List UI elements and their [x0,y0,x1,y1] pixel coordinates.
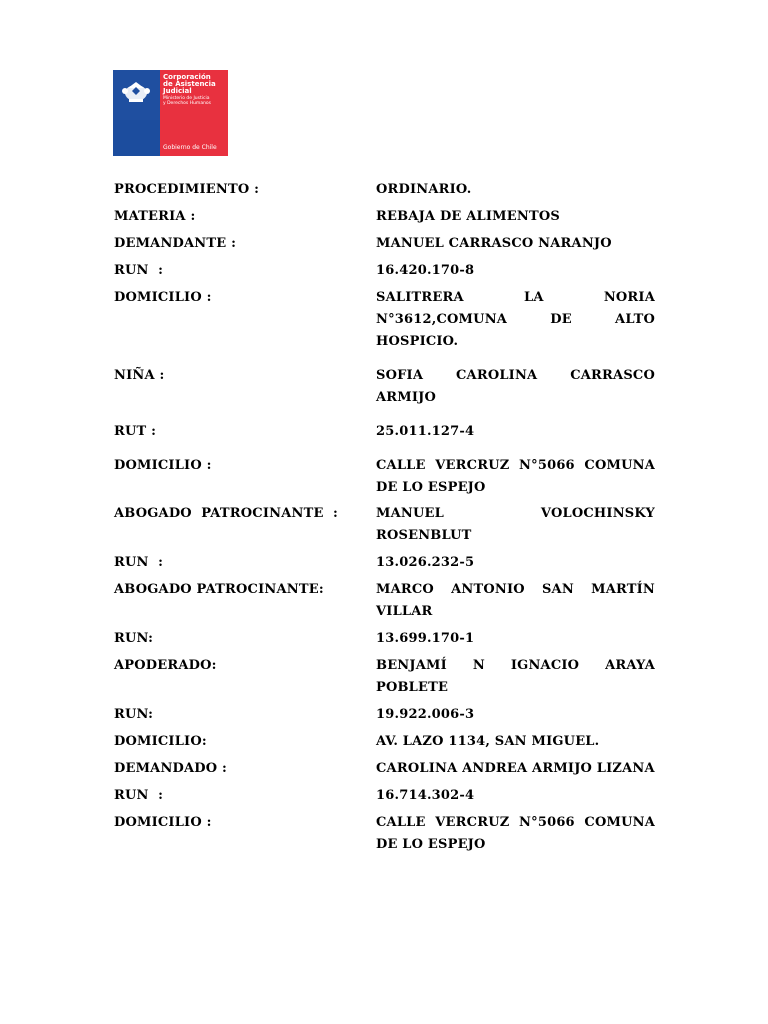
field-value: AV. LAZO 1134, SAN MIGUEL. [376,734,600,749]
field-label: DOMICILIO : [114,815,212,830]
logo-subtitle-line1: Ministerio de Justicia [163,96,210,101]
logo-red-panel [160,70,228,156]
field-value: MARCO ANTONIO SAN MARTÍN VILLAR [376,582,655,619]
field-label: APODERADO: [114,658,217,673]
field-value: 16.714.302-4 [376,788,475,803]
field-row [114,812,655,856]
field-label: DOMICILIO : [114,458,212,473]
logo-blue-panel [113,70,160,156]
field-label: ABOGADO PATROCINANTE : [114,506,338,521]
field-value: 13.699.170-1 [376,631,475,646]
field-label: RUN : [114,263,164,278]
field-value: 25.011.127-4 [376,424,475,439]
field-row [114,731,655,753]
field-row [114,365,655,409]
logo-title-line1: Corporación [163,73,211,81]
field-row [114,233,655,255]
field-label: RUT : [114,424,157,439]
field-value: SALITRERA LA NORIA N°3612,COMUNA DE ALTO HOSPICIO. [376,290,655,349]
case-fields [114,179,655,856]
field-row [114,785,655,807]
field-row [114,260,655,282]
logo-subtitle-line2: y Derechos Humanos [163,101,212,106]
field-label: MATERIA : [114,209,196,224]
field-label: DEMANDADO : [114,761,228,776]
field-label: ABOGADO PATROCINANTE: [114,582,324,597]
field-row [114,287,655,353]
field-value: SOFIA CAROLINA CARRASCO ARMIJO [376,368,655,405]
field-row [114,758,655,780]
field-row [114,421,655,443]
field-value: MANUEL CARRASCO NARANJO [376,236,612,251]
field-row [114,655,655,699]
field-label: DOMICILIO: [114,734,207,749]
field-row [114,579,655,623]
field-row [114,552,655,574]
field-label: DEMANDANTE : [114,236,237,251]
institution-logo [113,70,228,156]
field-label: DOMICILIO : [114,290,212,305]
field-value: CAROLINA ANDREA ARMIJO LIZANA [376,761,655,776]
field-label: RUN : [114,555,164,570]
field-label: RUN: [114,631,154,646]
field-label: NIÑA : [114,368,165,383]
coat-of-arms-icon [119,78,153,104]
field-label: RUN : [114,788,164,803]
field-value: REBAJA DE ALIMENTOS [376,209,560,224]
field-row [114,179,655,201]
field-row [114,704,655,726]
field-value: 13.026.232-5 [376,555,475,570]
logo-blue-lower [113,120,160,156]
field-value: 19.922.006-3 [376,707,475,722]
field-value: ORDINARIO. [376,182,472,197]
field-value: MANUEL VOLOCHINSKY ROSENBLUT [376,506,655,543]
logo-title-line3: Judicial [163,87,192,95]
field-label: RUN: [114,707,154,722]
field-value: BENJAMÍ N IGNACIO ARAYA POBLETE [376,658,655,695]
field-row [114,628,655,650]
field-row [114,206,655,228]
logo-title-line2: de Asistencia [163,80,216,88]
field-value: CALLE VERCRUZ N°5066 COMUNA DE LO ESPEJO [376,458,655,495]
field-row [114,455,655,499]
field-value: CALLE VERCRUZ N°5066 COMUNA DE LO ESPEJO [376,815,655,852]
field-value: 16.420.170-8 [376,263,475,278]
field-label: PROCEDIMIENTO : [114,182,260,197]
logo-footer: Gobierno de Chile [163,144,217,151]
field-row [114,503,655,547]
